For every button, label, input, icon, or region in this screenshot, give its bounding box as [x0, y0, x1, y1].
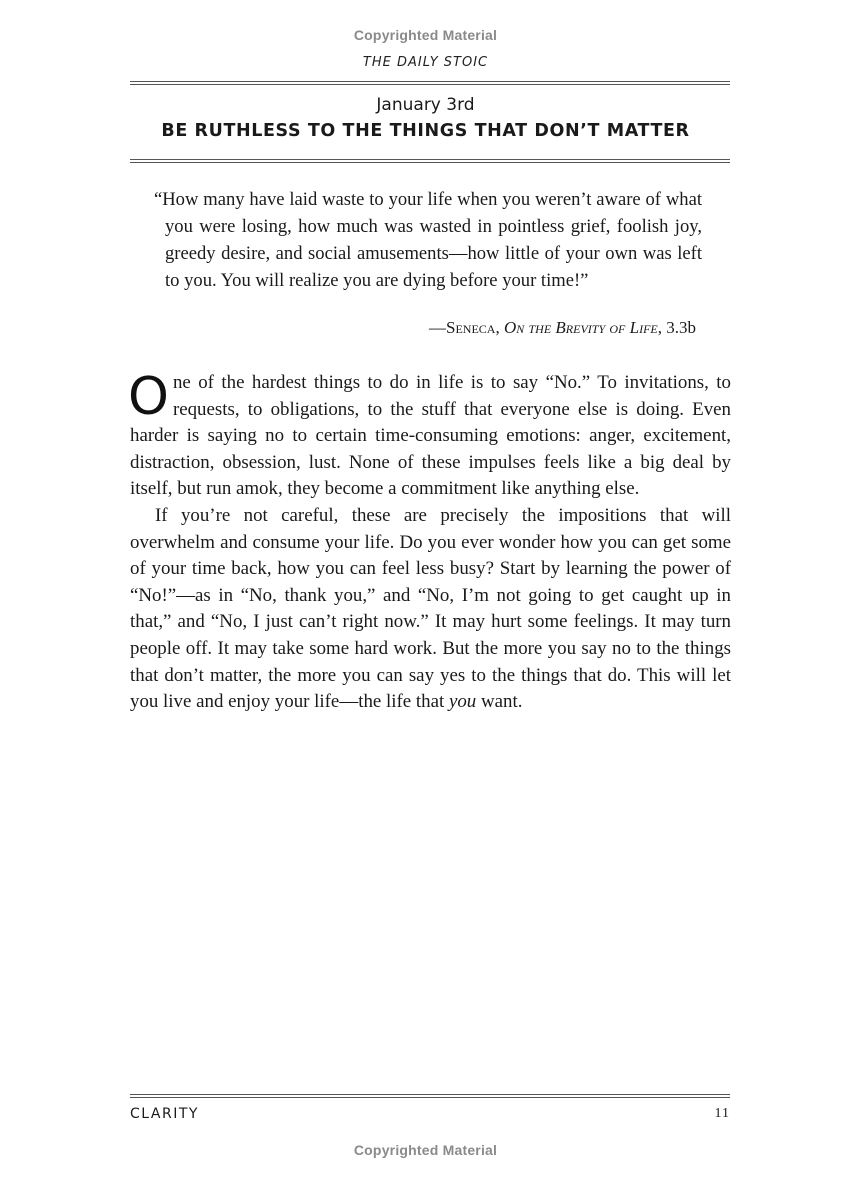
running-head: THE DAILY STOIC [362, 55, 489, 70]
footer-rule [130, 1094, 730, 1098]
epigraph-attribution [360, 318, 696, 338]
attribution-separator: , [495, 318, 504, 337]
body-paragraph-2-text: If you’re not careful, these are precisely the impositions that will overwhelm and consume your life. Do you ever wonder how you can get some of your time back, how you can feel less busy? Start by learning the power of “No!”—as in “No, thank you,” and “No, I’m not going to get caught up in that,” and “No, I just can’t right now.” It may hurt some feelings. It may turn people off. It may take some hard work. But the more you say no to the things that don’t matter, the more you can say yes to the things that do. This will let you live and enjoy your life—the life that [130, 504, 731, 713]
footer-section-name: CLARITY [130, 1106, 199, 1122]
body-paragraph-2 [130, 503, 731, 716]
body-paragraph-2-emphasis: you [448, 691, 477, 713]
epigraph-quote-block [154, 186, 702, 294]
watermark-top: Copyrighted Material [353, 27, 498, 43]
attribution-reference: , 3.3b [657, 318, 696, 337]
entry-title: BE RUTHLESS TO THE THINGS THAT DON’T MATTER [161, 121, 690, 141]
entry-date: January 3rd [376, 95, 475, 115]
watermark-bottom: Copyrighted Material [353, 1142, 498, 1158]
body-text [128, 367, 731, 716]
epigraph-quote: “How many have laid waste to your life when you weren’t aware of what you were losing, how much was wasted in pointless grief, foolish joy, greedy desire, and social amusements—how little of your own was left to you. You will realize you are dying before your time!” [154, 189, 702, 291]
body-paragraph-1 [128, 367, 731, 503]
drop-cap: O [128, 367, 169, 427]
body-paragraph-2-end: want. [476, 691, 523, 713]
attribution-work: On the Brevity of Life [503, 318, 658, 337]
header-rule [130, 81, 730, 85]
attribution-dash: — [429, 318, 447, 337]
attribution-author: Seneca [446, 318, 496, 337]
page-number: 11 [714, 1106, 730, 1121]
body-paragraph-1-text: ne of the hardest things to do in life is to say “No.” To invitations, to requests, to obligations, to the stuff that everyone else is doing. Even harder is saying no to certain time-consuming emotions: anger, excitement, distraction, obsession, lust. None of these impulses feels like a big deal by itself, but run amok, they become a commitment like anything else. [130, 372, 731, 500]
title-rule [130, 159, 730, 163]
